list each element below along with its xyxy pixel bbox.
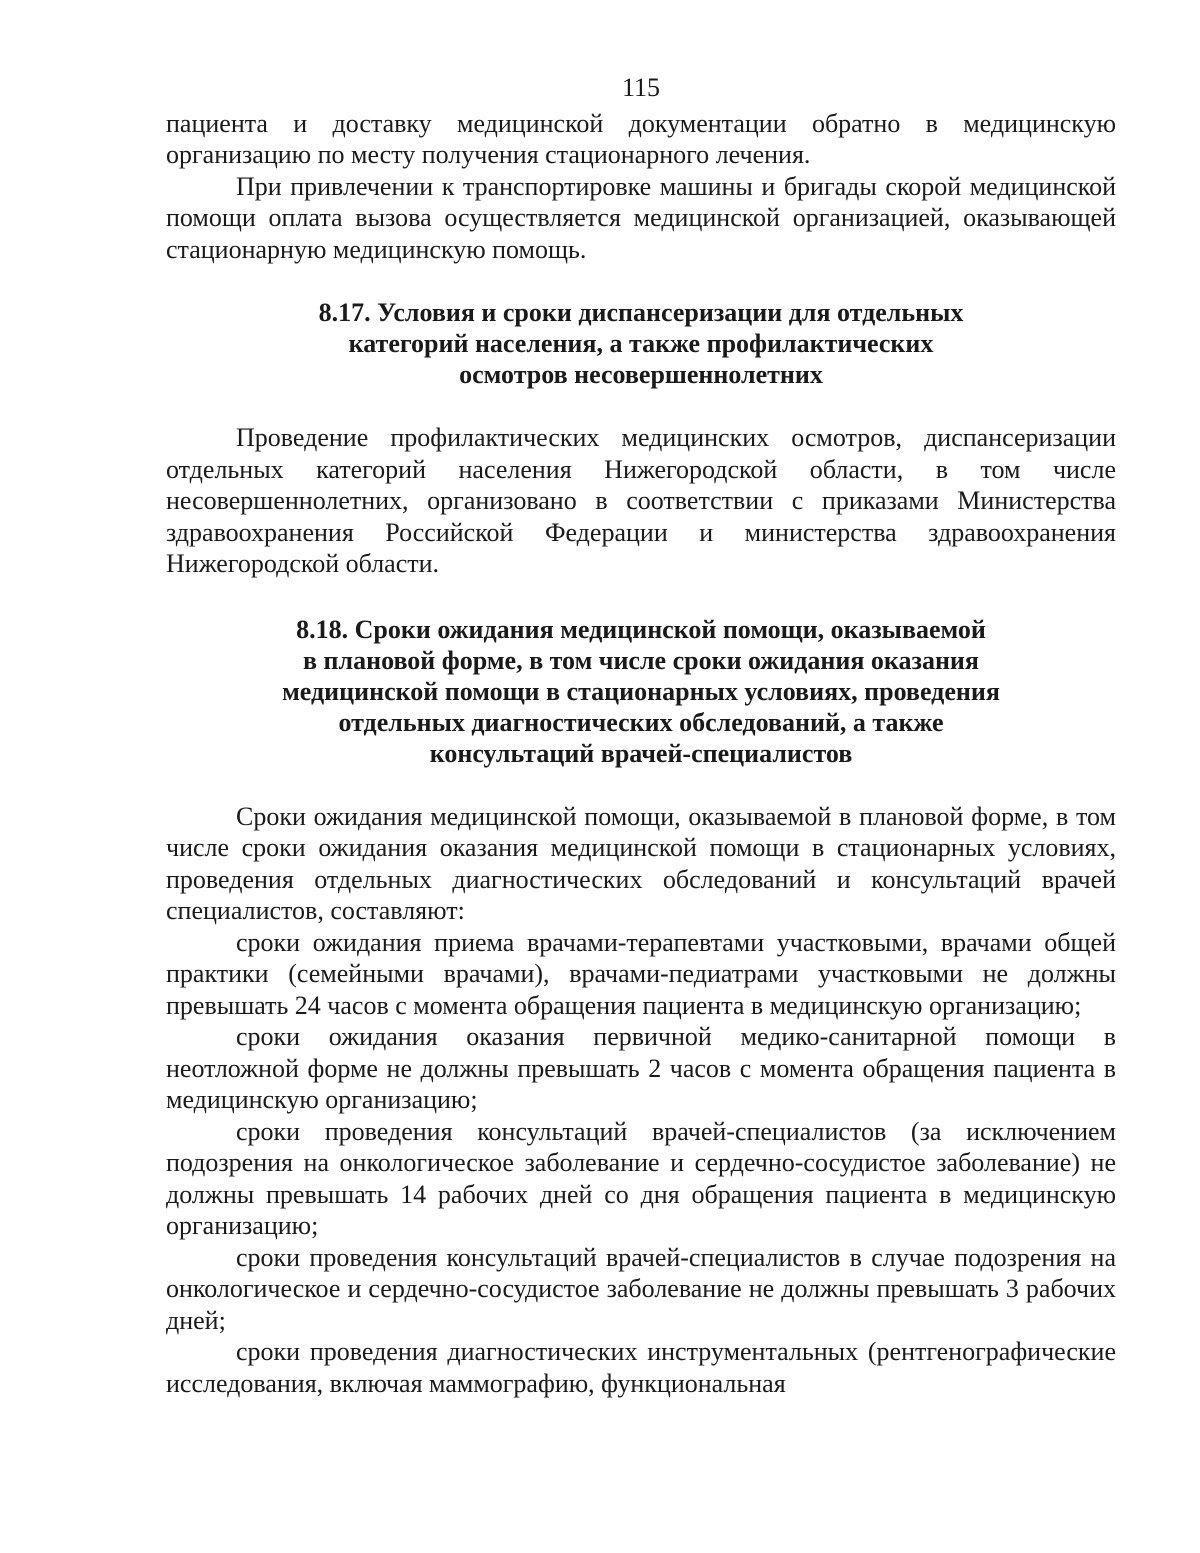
paragraph-waiting-times-intro: Сроки ожидания медицинской помощи, оказываемой в плановой форме, в том числе сроки ожидания оказания медицинской помощи в стационарных условиях, проведения отдельных диагностических обследований и консультаций врачей специалистов, составляют: (166, 801, 1116, 925)
heading-line: отдельных диагностических обследований, а также (338, 707, 944, 737)
paragraph-urgent-care-wait: сроки ожидания оказания первичной медико-санитарной помощи в неотложной форме не должны превышать 2 часов с момента обращения пациента в медицинскую организацию; (166, 1022, 1116, 1114)
paragraph-diagnostics-wait: сроки проведения диагностических инструментальных (рентгенографические исследования, включая маммографию, функциональная (166, 1337, 1116, 1398)
paragraph-oncology-specialist-wait: сроки проведения консультаций врачей-специалистов в случае подозрения на онкологическое и сердечно-сосудистое заболевание не должны превышать 3 рабочих дней; (166, 1242, 1116, 1335)
section-heading-8-17 (166, 297, 1116, 390)
heading-line: медицинской помощи в стационарных условиях, проведения (282, 676, 1000, 706)
paragraph-specialist-wait: сроки проведения консультаций врачей-специалистов (за исключением подозрения на онкологическое заболевание и сердечно-сосудистое заболевание) не должны превышать 14 рабочих дней со дня обращения пациента в медицинскую организацию; (166, 1116, 1116, 1240)
heading-line: в плановой форме, в том числе сроки ожидания оказания (303, 645, 979, 675)
paragraph-dispensary: Проведение профилактических медицинских осмотров, диспансеризации отдельных категорий населения Нижегородской области, в том числе несовершеннолетних, организовано в соответствии с приказами Министерства здравоохранения Российской Федерации и министерства здравоохранения Нижегородской области. (166, 423, 1116, 578)
heading-line: осмотров несовершеннолетних (459, 360, 823, 389)
section-heading-8-18 (166, 614, 1116, 769)
paragraph-ambulance-payment: При привлечении к транспортировке машины и бригады скорой медицинской помощи оплата вызова осуществляется медицинской организацией, оказывающей стационарную медицинскую помощь. (166, 171, 1116, 264)
paragraph-therapist-wait: сроки ожидания приема врачами-терапевтами участковыми, врачами общей практики (семейными врачами), врачами-педиатрами участковыми не должны превышать 24 часов с момента обращения пациента в медицинскую организацию; (166, 927, 1116, 1020)
heading-line: 8.17. Условия и сроки диспансеризации для отдельных (318, 298, 964, 327)
paragraph-continuation: пациента и доставку медицинской документации обратно в медицинскую организацию по месту получения стационарного лечения. (166, 108, 1116, 169)
heading-line: категорий населения, а также профилактических (348, 329, 934, 358)
page-number: 115 (621, 73, 661, 102)
heading-line: 8.18. Сроки ожидания медицинской помощи, оказываемой (296, 614, 986, 644)
document-page (166, 72, 1116, 1399)
heading-line: консультаций врачей-специалистов (429, 738, 853, 768)
